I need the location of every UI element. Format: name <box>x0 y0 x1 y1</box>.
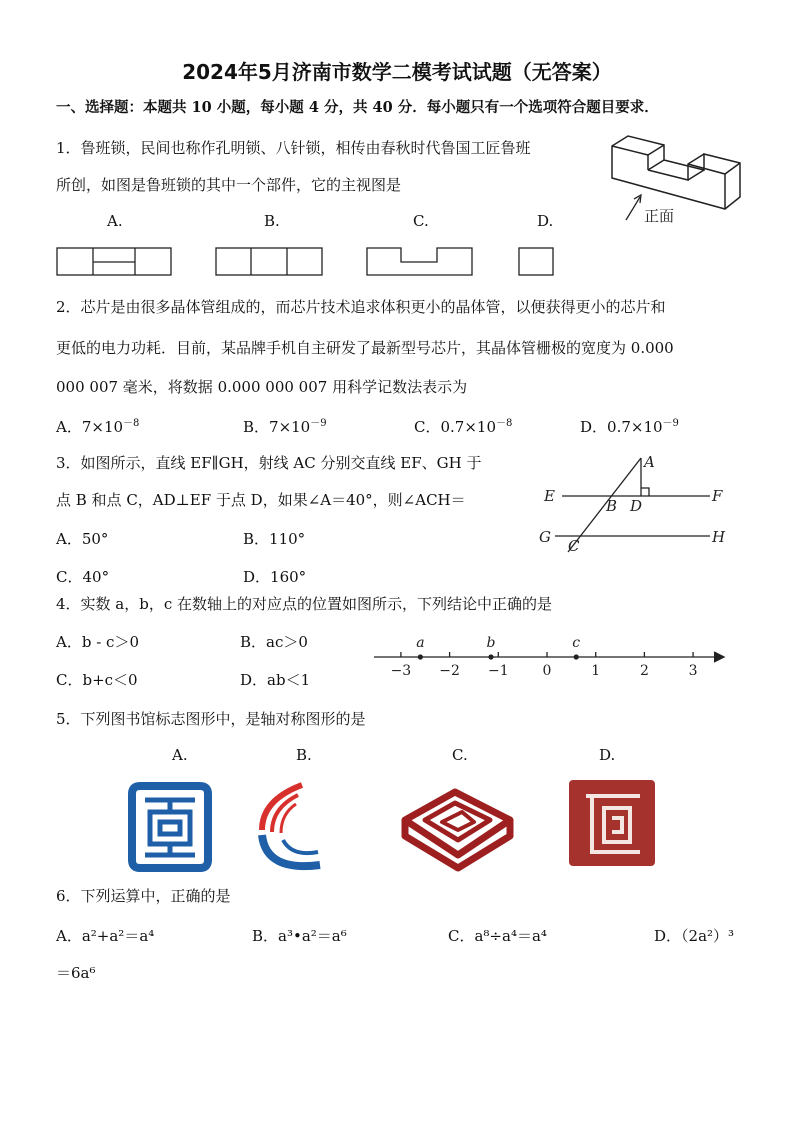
number-line-tick-label: −2 <box>439 663 460 679</box>
q1-label-d: D. <box>537 212 554 230</box>
q6-option-d-cont: ＝6a⁶ <box>56 964 96 982</box>
point-b: B <box>606 497 618 515</box>
number-line-point-label-c: c <box>572 635 581 651</box>
q6-option-c: C．a⁸÷a⁴＝a⁴ <box>448 927 547 945</box>
number-line-point-label-a: a <box>416 635 425 651</box>
q6-option-d: D．（2a²）³ <box>654 927 735 945</box>
point-d: D <box>630 497 643 515</box>
q4-option-a: A．b - c＞0 <box>56 633 139 651</box>
q5-label-d: D. <box>599 746 616 764</box>
q3-option-c: C．40° <box>56 568 110 586</box>
q6-option-b: B．a³•a²＝a⁶ <box>252 927 347 945</box>
number-line-tick-label: 1 <box>591 663 601 679</box>
q1-line1: 1．鲁班锁，民间也称作孔明锁、八针锁，相传由春秋时代鲁国工匠鲁班 <box>56 139 531 157</box>
point-f: F <box>712 487 723 505</box>
q4-option-c: C．b+c＜0 <box>56 671 138 689</box>
q4-option-b: B．ac＞0 <box>240 633 308 651</box>
number-line-point-label-b: b <box>486 635 496 651</box>
q1-label-a: A. <box>107 212 123 230</box>
logo-d <box>569 780 655 866</box>
q1-label-c: C. <box>413 212 429 230</box>
q2-option-b: B．$7\times 10^{-9}$ <box>243 418 327 436</box>
section-heading: 一、选择题：本题共 10 小题，每小题 4 分，共 40 分．每小题只有一个选项符合题目要求． <box>56 99 659 116</box>
point-h: H <box>712 528 726 546</box>
logo-a <box>132 786 208 868</box>
q4-option-d: D．ab＜1 <box>240 671 311 689</box>
q2-line1: 2．芯片是由很多晶体管组成的，而芯片技术追求体积更小的晶体管，以便获得更小的芯片和 <box>56 298 666 316</box>
q1-front-label: 正面 <box>644 207 675 225</box>
q3-line1: 3．如图所示，直线 EF∥GH，射线 AC 分别交直线 EF、GH 于 <box>56 454 482 472</box>
number-line-tick-label: −1 <box>487 663 509 679</box>
q2-option-c: C．$0.7\times 10^{-8}$ <box>414 418 513 436</box>
page-title: 2024年5月济南市数学二模考试试题（无答案） <box>182 60 612 84</box>
q2-line2: 更低的电力功耗．目前，某品牌手机自主研发了最新型号芯片，其晶体管栅极的宽度为 0.000 <box>56 339 674 357</box>
point-c: C <box>568 537 580 555</box>
q5-label-b: B. <box>296 746 312 764</box>
q3-option-a: A．50° <box>56 530 109 548</box>
q5-line1: 5．下列图书馆标志图形中，是轴对称图形的是 <box>56 710 366 728</box>
q5-label-c: C. <box>452 746 468 764</box>
number-line-tick-label: 3 <box>688 663 698 679</box>
q2-option-a: A．$7\times 10^{-8}$ <box>56 418 140 436</box>
q2-line3: 000 007 毫米，将数据 0.000 000 007 用科学记数法表示为 <box>56 378 468 396</box>
q6-line1: 6．下列运算中，正确的是 <box>56 887 231 905</box>
q1-label-b: B. <box>264 212 280 230</box>
point-g: G <box>539 528 551 546</box>
q1-line2: 所创，如图是鲁班锁的其中一个部件，它的主视图是 <box>56 176 402 194</box>
logo-b <box>262 785 320 866</box>
q6-option-a: A．a²+a²＝a⁴ <box>56 927 155 945</box>
number-line-tick-label: 0 <box>542 663 552 679</box>
q3-option-d: D．160° <box>243 568 307 586</box>
logo-c <box>405 792 510 868</box>
point-a: A <box>644 453 655 471</box>
q4-line1: 4．实数 a，b，c 在数轴上的对应点的位置如图所示，下列结论中正确的是 <box>56 595 553 613</box>
point-e: E <box>544 487 555 505</box>
q2-option-d: D．$0.7\times 10^{-9}$ <box>580 418 679 436</box>
number-line-tick-label: 2 <box>639 663 649 679</box>
number-line-tick-label: −3 <box>390 663 412 679</box>
q3-line2: 点 B 和点 C，AD⊥EF 于点 D，如果∠A＝40°，则∠ACH＝ <box>56 491 466 509</box>
q5-label-a: A. <box>172 746 188 764</box>
q3-option-b: B．110° <box>243 530 306 548</box>
